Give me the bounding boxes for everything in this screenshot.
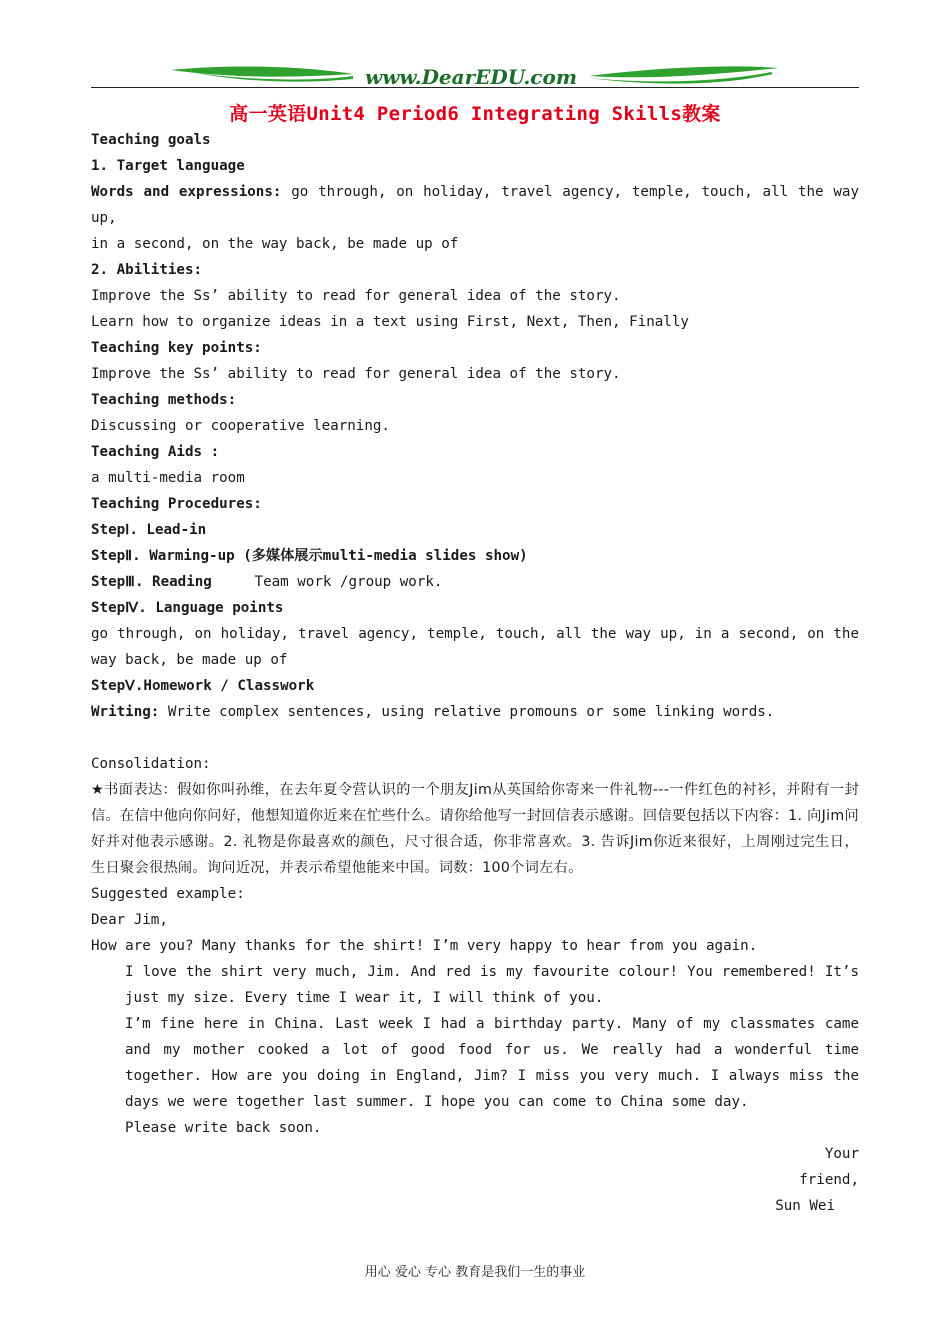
writing-line bbox=[91, 699, 859, 725]
step-3-label: StepⅢ. Reading bbox=[91, 574, 212, 590]
logo-swoosh-graphic bbox=[91, 60, 859, 90]
methods-text: Discussing or cooperative learning. bbox=[91, 418, 390, 434]
step-3 bbox=[91, 569, 859, 595]
methods-heading: Teaching methods: bbox=[91, 392, 237, 408]
step-4-line-1: go through, on holiday, travel agency, temple, touch, all the way up, in a second, on the bbox=[91, 626, 859, 642]
consolidation-heading: Consolidation: bbox=[91, 756, 211, 772]
ability-1: Improve the Ss’ ability to read for general idea of the story. bbox=[91, 288, 621, 304]
logo-text: www.DearEDU.com bbox=[364, 65, 578, 89]
words-text: go through, on holiday, travel agency, temple, touch, all the way bbox=[281, 184, 859, 200]
letter-paragraph-4: Please write back soon. bbox=[125, 1120, 322, 1136]
consolidation-task: ★书面表达：假如你叫孙维，在去年夏令营认识的一个朋友Jim从英国给你寄来一件礼物---一件红色的衬衫，并附有一封信。在信中他向你问好，他想知道你近来在忙些什么。请你给他写一封回信表示感谢。回信要包括以下内容：1. 向Jim问好并对他表示感谢。2. 礼物是你最喜欢的颜色，尺寸很合适，你非常喜欢。3. 告诉Jim你近来很好，上周刚过完生日，生日聚会很热闹。询问近况，并表示希望他能来中国。词数：100个词左右。 bbox=[91, 782, 859, 876]
document-body bbox=[91, 127, 859, 1219]
step-4: StepⅣ. Language points bbox=[91, 600, 284, 616]
example-heading: Suggested example: bbox=[91, 886, 245, 902]
step-3-text: Team work /group work. bbox=[211, 574, 443, 590]
header-rule bbox=[91, 87, 859, 88]
words-line-1 bbox=[91, 179, 859, 205]
spacer bbox=[91, 725, 859, 751]
step-1: StepⅠ. Lead-in bbox=[91, 522, 207, 538]
key-points-text: Improve the Ss’ ability to read for general idea of the story. bbox=[91, 366, 621, 382]
letter-closing-friend: friend, bbox=[799, 1172, 859, 1188]
writing-label: Writing: bbox=[91, 704, 160, 720]
teaching-goals-heading: Teaching goals bbox=[91, 132, 211, 148]
letter-salutation: Dear Jim, bbox=[91, 912, 168, 928]
ability-2: Learn how to organize ideas in a text using First, Next, Then, Finally bbox=[91, 314, 689, 330]
site-header-logo bbox=[91, 60, 859, 90]
step-5: StepⅤ.Homework / Classwork bbox=[91, 678, 315, 694]
letter-paragraph-2: I love the shirt very much, Jim. And red is my favourite colour! You remembered! It’s just my size. Every time I wear it, I will think of you. bbox=[125, 964, 859, 1006]
aids-text: a multi-media room bbox=[91, 470, 245, 486]
words-line-1b: up, bbox=[91, 210, 117, 226]
letter-paragraph-3: I’m fine here in China. Last week I had a birthday party. Many of my classmates came and my mother cooked a lot of good food for us. We really had a wonderful time together. How are you doing in England, Jim? I miss you very much. I always miss the days we were together last summer. I hope you can come to China some day. bbox=[125, 1016, 859, 1110]
letter-signature: Sun Wei bbox=[775, 1198, 835, 1214]
words-line-2: in a second, on the way back, be made up of bbox=[91, 236, 459, 252]
writing-text: Write complex sentences, using relative promouns or some linking words. bbox=[159, 704, 775, 720]
page-title: 高一英语Unit4 Period6 Integrating Skills教案 bbox=[229, 103, 721, 125]
abilities-heading: 2. Abilities: bbox=[91, 262, 203, 278]
letter-closing-your: Your bbox=[824, 1146, 859, 1162]
words-label: Words and expressions: bbox=[91, 184, 282, 200]
aids-heading: Teaching Aids : bbox=[91, 444, 220, 460]
target-language-heading: 1. Target language bbox=[91, 158, 245, 174]
key-points-heading: Teaching key points: bbox=[91, 340, 262, 356]
step-4-line-2: way back, be made up of bbox=[91, 652, 288, 668]
letter-paragraph-1: How are you? Many thanks for the shirt! I’m very happy to hear from you again. bbox=[91, 938, 758, 954]
procedures-heading: Teaching Procedures: bbox=[91, 496, 262, 512]
step-2: StepⅡ. Warming-up (多媒体展示multi-media slides show) bbox=[91, 548, 528, 564]
page-footer: 用心 爱心 专心 教育是我们一生的事业 bbox=[364, 1265, 586, 1280]
